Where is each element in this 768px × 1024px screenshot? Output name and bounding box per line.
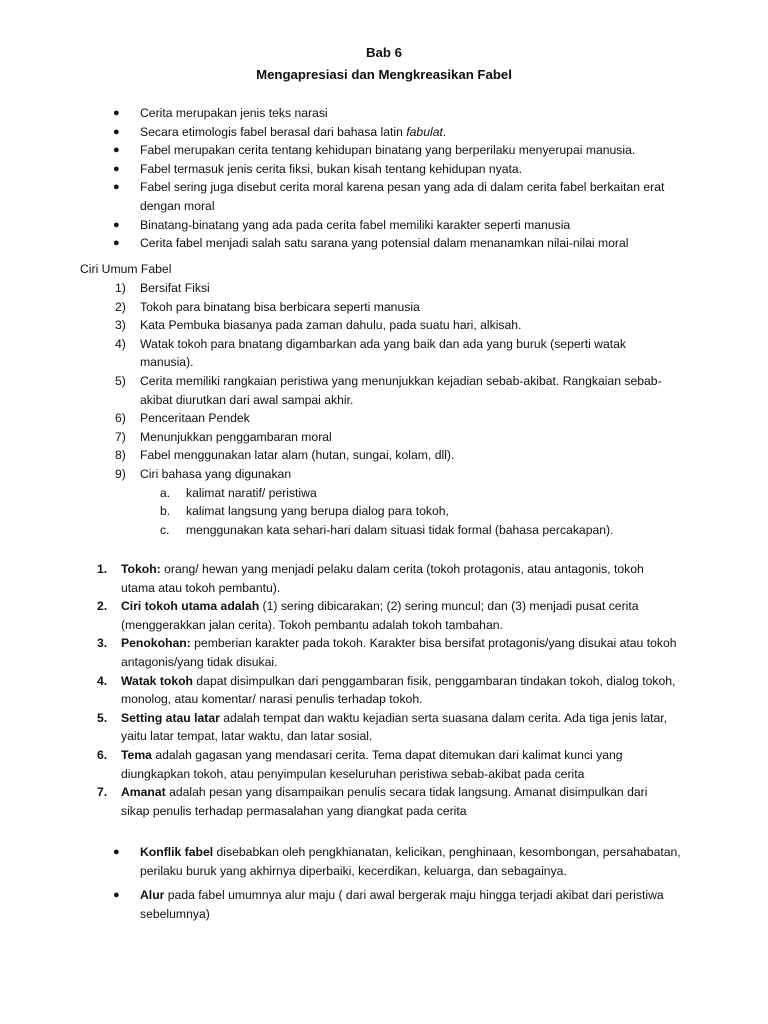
term: Konflik fabel	[140, 845, 214, 859]
section-heading: Ciri Umum Fabel	[80, 262, 172, 276]
list-item: 2) Tokoh para binatang bisa berbicara seperti manusia	[115, 299, 420, 314]
characteristics-list	[115, 279, 675, 539]
chapter-title: Mengapresiasi dan Mengkreasikan Fabel	[256, 67, 512, 82]
list-item: 5. Setting atau latar adalah tempat dan waktu kejadian serta suasana dalam cerita. Ada tiga jenis latar, yaitu latar tempat, latar waktu, dan latar sosial.	[97, 710, 668, 744]
list-item: ● Fabel termasuk jenis cerita fiksi, bukan kisah tentang kehidupan nyata.	[113, 160, 683, 179]
bullet-icon: ●	[113, 889, 120, 902]
list-item: 3. Penokohan: pemberian karakter pada tokoh. Karakter bisa bersifat protagonis/yang disukai atau tokoh antagonis/yang tidak disukai.	[97, 636, 677, 669]
term: Alur	[140, 888, 165, 903]
list-item: 6. Tema adalah gagasan yang mendasari cerita. Tema dapat ditemukan dari kalimat kunci yang diungkapkan tokoh, atau penyimpulan keseluruhan peristiwa sebab-akibat pada cerita	[97, 747, 623, 781]
bullet-icon: ●	[113, 144, 120, 157]
list-item: 9) Ciri bahasa yang digunakan a. kalimat naratif/ peristiwa b. kalimat langsung yang berupa dialog para tokoh, c. menggunakan kata sehari-hari dalam situasi tidak formal (bahasa percakapan).	[115, 465, 675, 539]
list-item: 4. Watak tokoh dapat disimpulkan dari penggambaran fisik, penggambaran tindakan tokoh, dialog tokoh, monolog, atau komentar/ narasi penulis terhadap tokoh.	[97, 673, 676, 707]
closing-bullet-list	[113, 843, 683, 923]
term: Penokohan:	[121, 636, 191, 651]
latin-term: fabulat	[406, 124, 443, 139]
intro-bullet-list	[113, 104, 683, 253]
list-item: a. kalimat naratif/ peristiwa	[160, 485, 317, 500]
list-item: b. kalimat langsung yang berupa dialog para tokoh,	[160, 504, 449, 519]
list-item: 8) Fabel menggunakan latar alam (hutan, sungai, kolam, dll).	[115, 448, 455, 463]
list-item: 6) Penceritaan Pendek	[115, 411, 250, 426]
list-item: ● Cerita fabel menjadi salah satu sarana yang potensial dalam menanamkan nilai-nilai moral	[113, 234, 683, 253]
list-item: ● Konflik fabel disebabkan oleh pengkhianatan, kelicikan, penghinaan, kesombongan, persahabatan, perilaku buruk yang akhirnya diperbaiki, kecerdikan, keluarga, dan sebagainya.	[113, 845, 681, 878]
bullet-icon: ●	[113, 107, 120, 119]
bullet-icon: ●	[113, 125, 120, 138]
title-block	[0, 42, 768, 86]
story-elements-list	[97, 560, 677, 820]
bullet-icon: ●	[113, 162, 120, 175]
list-item: ● Binatang-binatang yang ada pada cerita fabel memiliki karakter seperti manusia	[113, 216, 683, 235]
list-item: ● Secara etimologis fabel berasal dari bahasa latin fabulat.	[113, 123, 683, 142]
list-item: ● Fabel merupakan cerita tentang kehidupan binatang yang berperilaku menyerupai manusia.	[113, 141, 683, 160]
term: Setting atau latar	[121, 710, 220, 725]
list-item: 2. Ciri tokoh utama adalah (1) sering dibicarakan; (2) sering muncul; dan (3) menjadi pusat cerita (menggerakkan jalan cerita). Tokoh pembantu adalah tokoh tambahan.	[97, 599, 639, 632]
list-item: 5) Cerita memiliki rangkaian peristiwa yang menunjukkan kejadian sebab-akibat. Rangkaian sebab- akibat diurutkan dari awal sampai akhir.	[115, 373, 662, 407]
list-item: ● Fabel sering juga disebut cerita moral karena pesan yang ada di dalam cerita fabel berkaitan erat dengan moral	[113, 180, 665, 213]
term: Tema	[121, 747, 152, 762]
bullet-icon: ●	[113, 237, 120, 250]
list-item: 1) Bersifat Fiksi	[115, 281, 210, 295]
bullet-icon: ●	[113, 218, 120, 231]
term: Tokoh:	[121, 562, 161, 576]
list-item: 1. Tokoh: orang/ hewan yang menjadi pelaku dalam cerita (tokoh protagonis, atau antagonis, tokoh utama atau tokoh pembantu).	[97, 562, 644, 595]
term: Watak tokoh	[121, 673, 193, 688]
chapter-number: Bab 6	[366, 45, 402, 60]
term: Ciri tokoh utama adalah	[121, 599, 260, 614]
list-item: 4) Watak tokoh para bnatang digambarkan ada yang baik dan ada yang buruk (seperti watak manusia).	[115, 336, 627, 370]
list-item: 3) Kata Pembuka biasanya pada zaman dahulu, pada suatu hari, alkisah.	[115, 318, 522, 333]
list-item: 7. Amanat adalah pesan yang disampaikan penulis secara tidak langsung. Amanat disimpulkan dari sikap penulis terhadap permasalahan yang diangkat pada cerita	[97, 785, 648, 818]
language-sublist	[160, 484, 675, 540]
term: Amanat	[121, 785, 166, 800]
list-item: 7) Menunjukkan penggambaran moral	[115, 429, 332, 444]
list-item: c. menggunakan kata sehari-hari dalam situasi tidak formal (bahasa percakapan).	[160, 522, 614, 537]
list-item: ● Cerita merupakan jenis teks narasi	[113, 104, 683, 123]
bullet-icon: ●	[113, 846, 120, 858]
bullet-icon: ●	[113, 181, 120, 194]
list-item: ● Alur pada fabel umumnya alur maju ( dari awal bergerak maju hingga terjadi akibat dari peristiwa sebelumnya)	[113, 888, 664, 921]
